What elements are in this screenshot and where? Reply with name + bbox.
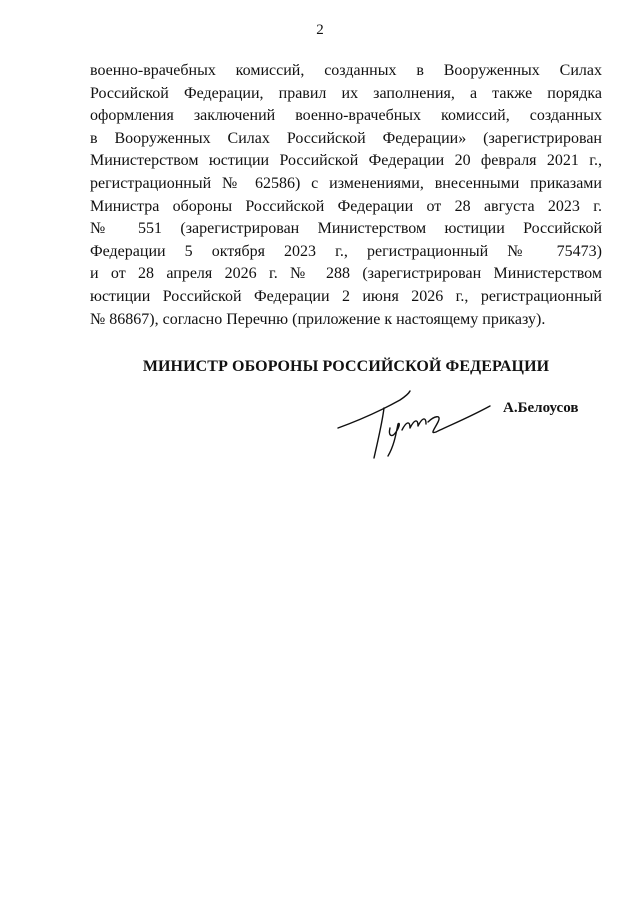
body-line: Министерством юстиции Российской Федерации 20 февраля 2021 г., <box>90 152 602 170</box>
body-line: Российской Федерации, правил их заполнения, а также порядка <box>90 84 602 102</box>
body-line: и от 28 апреля 2026 г. № 288 (зарегистрирован Министерством <box>90 265 602 283</box>
body-line: № 86867), согласно Перечню (приложение к настоящему приказу). <box>90 310 546 328</box>
body-line: Федерации 5 октября 2023 г., регистрационный № 75473) <box>90 242 602 260</box>
body-line: № 551 (зарегистрирован Министерством юстиции Российской <box>90 220 602 238</box>
body-line: в Вооруженных Силах Российской Федерации» (зарегистрирован <box>90 129 602 147</box>
body-line: военно-врачебных комиссий, созданных в Вооруженных Силах <box>90 62 602 79</box>
page-number: 2 <box>316 22 324 38</box>
body-line: регистрационный № 62586) с изменениями, внесенными приказами <box>90 174 602 192</box>
body-line: оформления заключений военно-врачебных комиссий, созданных <box>90 107 602 125</box>
body-line: юстиции Российской Федерации 2 июня 2026 г., регистрационный <box>90 287 602 305</box>
signatory-name: А.Белоусов <box>503 400 579 416</box>
body-line: Министра обороны Российской Федерации от 28 августа 2023 г. <box>90 197 602 215</box>
signature-title: МИНИСТР ОБОРОНЫ РОССИЙСКОЙ ФЕДЕРАЦИИ <box>142 358 550 375</box>
handwritten-signature <box>330 384 505 464</box>
body-text <box>90 60 602 331</box>
